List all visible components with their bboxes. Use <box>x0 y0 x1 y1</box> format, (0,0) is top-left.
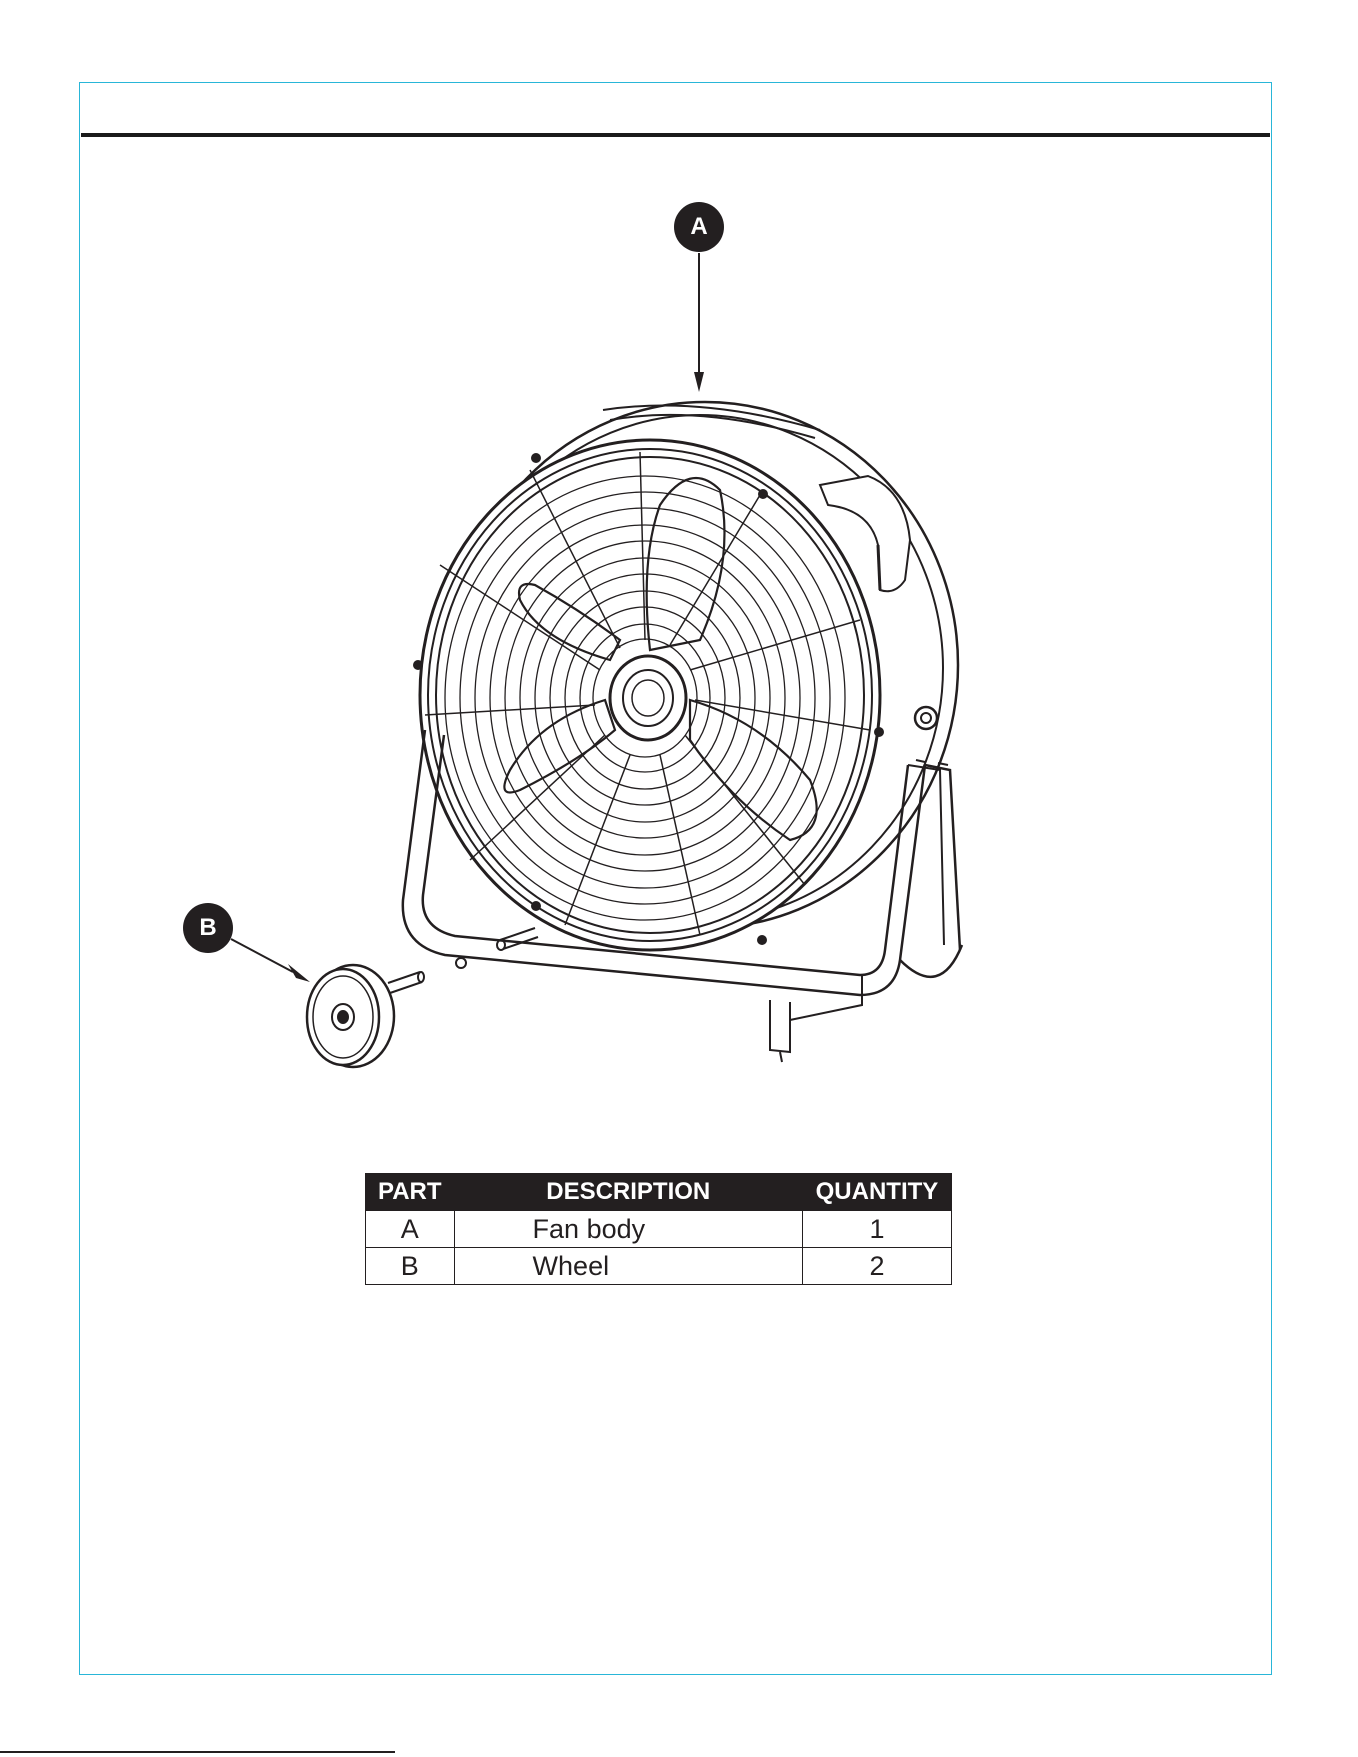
header-description: DESCRIPTION <box>454 1174 802 1211</box>
cell-quantity: 1 <box>802 1211 951 1248</box>
cell-part: A <box>366 1211 455 1248</box>
callout-a: A <box>674 202 724 252</box>
fan-body-icon <box>403 253 962 1062</box>
header-part: PART <box>366 1174 455 1211</box>
parts-table <box>365 1173 952 1285</box>
footer-rule <box>0 1751 395 1753</box>
table-row <box>366 1211 952 1248</box>
cell-part: B <box>366 1248 455 1285</box>
parts-table-header-row <box>366 1174 952 1211</box>
cell-quantity: 2 <box>802 1248 951 1285</box>
cell-description: Wheel <box>454 1248 802 1285</box>
callout-b: B <box>183 903 233 953</box>
header-quantity: QUANTITY <box>802 1174 951 1211</box>
wheel-icon <box>231 939 424 1067</box>
cell-description: Fan body <box>454 1211 802 1248</box>
table-row <box>366 1248 952 1285</box>
